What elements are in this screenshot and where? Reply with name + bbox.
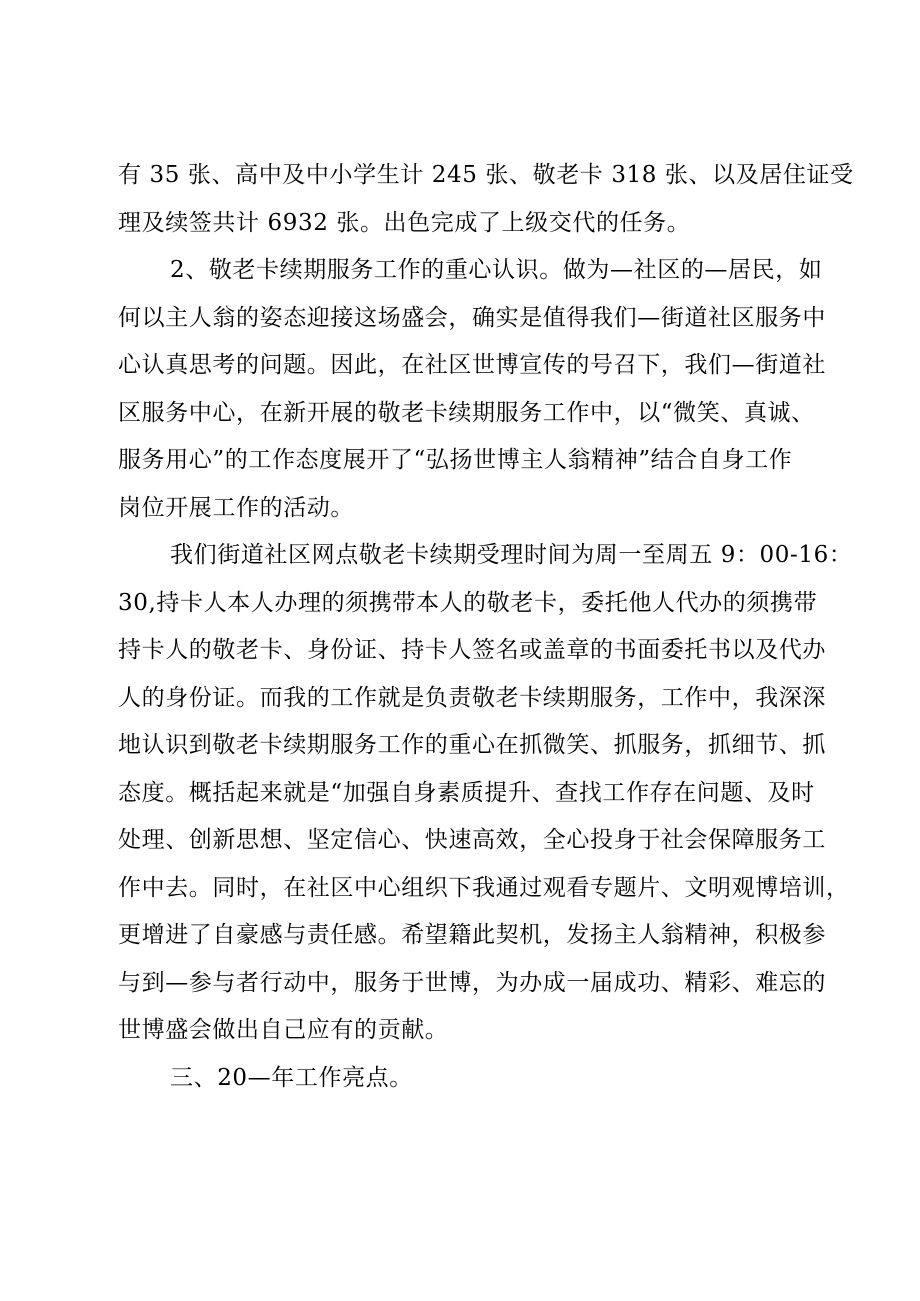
text-line: 理及续签共计 6932 张。出色完成了上级交代的任务。 <box>118 209 691 236</box>
text-line: 世博盛会做出自己应有的贡献。 <box>118 1017 449 1043</box>
text-line: 更增进了自豪感与责任感。希望籍此契机，发扬主人翁精神，积极参 <box>118 922 826 948</box>
text-line: 心认真思考的问题。因此，在社区世博宣传的号召下，我们—街道社 <box>118 352 826 378</box>
text-line: 地认识到敬老卡续期服务工作的重心在抓微笑、抓服务，抓细节、抓 <box>118 732 826 758</box>
text-line: 30,持卡人本人办理的须携带本人的敬老卡，委托他人代办的须携带 <box>118 589 818 616</box>
text-line: 持卡人的敬老卡、身份证、持卡人签名或盖章的书面委托书以及代办 <box>118 637 826 663</box>
text-line: 我们街道社区网点敬老卡续期受理时间为周一至周五 9：00-16： <box>170 542 853 568</box>
paragraph-2 <box>118 247 826 532</box>
document-body <box>118 152 854 1102</box>
text-line: 区服务中心，在新开展的敬老卡续期服务工作中，以“微笑、真诚、 <box>118 399 815 426</box>
section-heading-3 <box>118 1055 818 1103</box>
text-line: 人的身份证。而我的工作就是负责敬老卡续期服务，工作中，我深深 <box>118 684 826 711</box>
text-line: 与到—参与者行动中，服务于世博，为办成一届成功、精彩、难忘的 <box>118 969 826 996</box>
text-line: 服务用心”的工作态度展开了“弘扬世博主人翁精神”结合自身工作 <box>118 447 793 473</box>
paragraph-1 <box>118 152 854 247</box>
text-line: 态度。概括起来就是“加强自身素质提升、查找工作存在问题、及时 <box>118 779 815 806</box>
section-heading: 三、20—年工作亮点。 <box>170 1064 413 1091</box>
text-line: 处理、创新思想、坚定信心、快速高效，全心投身于社会保障服务工 <box>118 827 826 853</box>
text-line: 作中去。同时，在社区中心组织下我通过观看专题片、文明观博培训， <box>118 874 850 901</box>
text-line: 岗位开展工作的活动。 <box>118 494 354 521</box>
paragraph-3 <box>118 532 853 1055</box>
text-line: 何以主人翁的姿态迎接这场盛会，确实是值得我们—街道社区服务中 <box>118 304 826 331</box>
text-line: 有 35 张、高中及中小学生计 245 张、敬老卡 318 张、以及居住证受 <box>118 162 854 188</box>
text-line: 2、敬老卡续期服务工作的重心认识。做为—社区的—居民，如 <box>170 257 823 283</box>
